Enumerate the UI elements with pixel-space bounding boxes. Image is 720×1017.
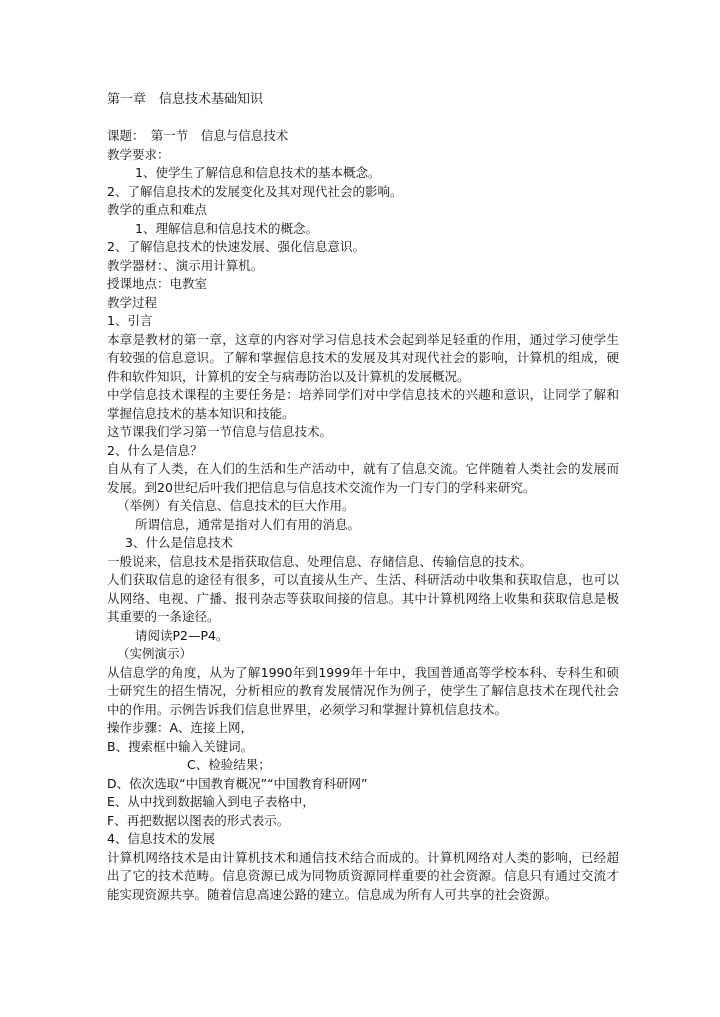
- paragraph: （举例）有关信息、信息技术的巨大作用。: [117, 498, 355, 513]
- subsection-heading: 3、什么是信息技术: [125, 535, 233, 550]
- list-item: 1、理解信息和信息技术的概念。: [135, 220, 318, 236]
- paragraph: 所谓信息，通常是指对人们有用的消息。: [135, 516, 361, 532]
- paragraph: 自从有了人类，在人们的生活和生产活动中，就有了信息交流。它伴随着人类社会的发展而发展。到20世纪后叶我们把信息与信息技术交流作为一门专门的学科来研究。: [107, 461, 619, 495]
- document-body: [107, 127, 619, 904]
- subsection-heading: 2、什么是信息？: [107, 442, 203, 458]
- paragraph: 从信息学的角度，从为了解1990年到1999年十年中，我国普通高等学校本科、专科生和硕士研究生的招生情况，分析相应的教育发展情况作为例子，使学生了解信息技术在现代社会中的作用。示例告诉我们信息世界里，必须学习和掌握计算机信息技术。: [107, 664, 619, 717]
- paragraph: 计算机网络技术是由计算机技术和通信技术结合而成的。计算机网络对人类的影响，已经超出了它的技术范畴。信息资源已成为同物质资源同样重要的社会资源。信息只有通过交流才能实现资源共享。随着信息高速公路的建立。信息成为所有人可共享的社会资源。: [107, 849, 619, 902]
- equipment-line: 教学器材：、演示用计算机。: [107, 257, 264, 273]
- step-item: B、搜索框中输入关键词。: [107, 738, 254, 754]
- section-heading: 教学过程: [107, 294, 158, 310]
- step-item: F、再把数据以图表的形式表示。: [107, 812, 290, 828]
- step-item: E、从中找到数据输入到电子表格中，: [107, 794, 315, 809]
- chapter-title: 第一章 信息技术基础知识: [107, 92, 264, 107]
- subsection-heading: 1、引言: [107, 313, 153, 328]
- location-line: 授课地点：电教室: [107, 276, 208, 291]
- section-heading: 教学要求：: [107, 146, 170, 162]
- step-item: C、检验结果；: [187, 757, 271, 772]
- paragraph: 中学信息技术课程的主要任务是：培养同学们对中学信息技术的兴趣和意识，让同学了解和掌握信息技术的基本知识和技能。: [107, 387, 619, 421]
- lesson-topic: 课题： 第一节 信息与信息技术: [107, 128, 289, 143]
- paragraph: 这节课我们学习第一节信息与信息技术。: [107, 424, 333, 439]
- list-item: 1、使学生了解信息和信息技术的基本概念。: [135, 165, 381, 180]
- list-item: 2、了解信息技术的发展变化及其对现代社会的影响。: [107, 183, 403, 199]
- subsection-heading: 4、信息技术的发展: [107, 831, 215, 846]
- section-heading: 教学的重点和难点: [107, 202, 208, 217]
- paragraph: 人们获取信息的途径有很多，可以直接从生产、生活、科研活动中收集和获取信息，也可以从网络、电视、广播、报刊杂志等获取间接的信息。其中计算机网络上收集和获取信息是极其重要的一条途径。: [107, 572, 619, 624]
- paragraph: 一般说来，信息技术是指获取信息、处理信息、存储信息、传输信息的技术。: [107, 553, 533, 569]
- list-item: 2、了解信息技术的快速发展、强化信息意识。: [107, 239, 365, 254]
- paragraph: 请阅读P2—P4。: [135, 627, 229, 643]
- paragraph: （实例演示）: [117, 646, 193, 661]
- step-item: D、依次选取“中国教育概况”“中国教育科研网”: [107, 775, 368, 791]
- step-item: 操作步骤：A、连接上网，: [107, 720, 254, 735]
- paragraph: 本章是教材的第一章，这章的内容对学习信息技术会起到举足轻重的作用，通过学习使学生有较强的信息意识。了解和掌握信息技术的发展及其对现代社会的影响，计算机的组成，硬件和软件知识，计算机的安全与病毒防治以及计算机的发展概况。: [107, 331, 619, 384]
